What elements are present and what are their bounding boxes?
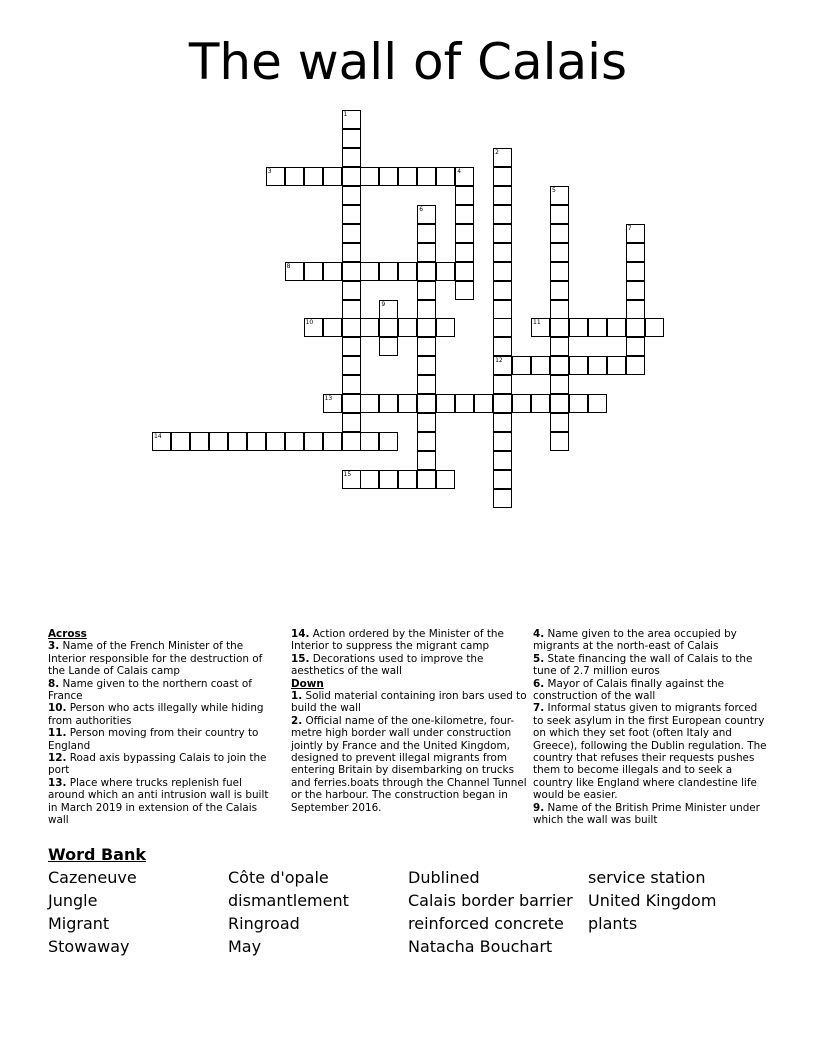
- clue-number: 12: [495, 357, 503, 365]
- clue-down-2: 2. Official name of the one-kilometre, four-metre high border wall under construction jointly by France and the United Kingdom, designed to prevent illegal migrants from entering Britain by disembarking on trucks and ferries.boats through the Channel Tunnel or the harbour. The construction began in September 2016.: [291, 714, 527, 814]
- crossword-cell[interactable]: [493, 489, 512, 508]
- crossword-cell[interactable]: [493, 300, 512, 319]
- crossword-cell[interactable]: [360, 432, 379, 451]
- crossword-cell[interactable]: [342, 262, 361, 281]
- crossword-cell[interactable]: [550, 243, 569, 262]
- crossword-cell[interactable]: [607, 318, 626, 337]
- crossword-cell[interactable]: [379, 432, 398, 451]
- word-bank-word: United Kingdom: [588, 891, 717, 910]
- crossword-cell[interactable]: [417, 470, 436, 489]
- crossword-cell[interactable]: [398, 262, 417, 281]
- clue-across-13: 13. Place where trucks replenish fuel around which an anti intrusion wall is built in March 2019 in extension of the Calais wall: [48, 776, 269, 827]
- crossword-cell[interactable]: [493, 205, 512, 224]
- crossword-cell[interactable]: [417, 300, 436, 319]
- clue-down-9: 9. Name of the British Prime Minister under which the wall was built: [533, 801, 760, 827]
- word-bank-word: Ringroad: [228, 914, 300, 933]
- crossword-cell[interactable]: [379, 318, 398, 337]
- word-bank-word: Dublined: [408, 868, 480, 887]
- crossword-cell[interactable]: [417, 262, 436, 281]
- crossword-cell[interactable]: [228, 432, 247, 451]
- clue-across-15: 15. Decorations used to improve the aesthetics of the wall: [291, 652, 484, 678]
- word-bank-word: dismantlement: [228, 891, 349, 910]
- crossword-cell[interactable]: [455, 167, 474, 186]
- crossword-cell[interactable]: [304, 432, 323, 451]
- clue-number: 9: [381, 300, 386, 308]
- word-bank-word: Stowaway: [48, 937, 130, 956]
- crossword-cell[interactable]: [417, 413, 436, 432]
- crossword-cell[interactable]: [342, 300, 361, 319]
- crossword-cell[interactable]: [379, 167, 398, 186]
- crossword-cell[interactable]: [266, 432, 285, 451]
- crossword-cell[interactable]: [417, 356, 436, 375]
- crossword-cell[interactable]: [645, 318, 664, 337]
- crossword-cell[interactable]: [342, 318, 361, 337]
- crossword-cell[interactable]: [626, 262, 645, 281]
- crossword-cell[interactable]: [455, 205, 474, 224]
- word-bank-word: plants: [588, 914, 638, 933]
- crossword-cell[interactable]: [342, 148, 361, 167]
- crossword-cell[interactable]: [417, 243, 436, 262]
- clue-number: 3: [267, 167, 272, 175]
- crossword-cell[interactable]: [493, 318, 512, 337]
- crossword-cell[interactable]: [417, 375, 436, 394]
- crossword-cell[interactable]: [398, 394, 417, 413]
- crossword-cell[interactable]: [285, 167, 304, 186]
- crossword-cell[interactable]: [455, 394, 474, 413]
- clue-number: 2: [495, 148, 499, 156]
- crossword-cell[interactable]: [550, 205, 569, 224]
- clue-number: 15: [343, 471, 352, 479]
- crossword-cell[interactable]: [379, 394, 398, 413]
- crossword-cell[interactable]: [171, 432, 190, 451]
- crossword-cell[interactable]: [493, 394, 512, 413]
- crossword-cell[interactable]: [379, 470, 398, 489]
- clue-down-5: 5. State financing the wall of Calais to the tune of 2.7 million euros: [533, 652, 753, 678]
- crossword-cell[interactable]: [436, 318, 455, 337]
- crossword-cell[interactable]: [455, 243, 474, 262]
- crossword-cell[interactable]: [323, 262, 342, 281]
- crossword-cell[interactable]: [152, 432, 171, 451]
- crossword-cell[interactable]: [626, 337, 645, 356]
- crossword-cell[interactable]: [342, 243, 361, 262]
- crossword-cell[interactable]: [285, 262, 304, 281]
- crossword-cell[interactable]: [417, 318, 436, 337]
- across-heading: Across: [48, 628, 87, 640]
- crossword-cell[interactable]: [398, 470, 417, 489]
- crossword-cell[interactable]: [342, 129, 361, 148]
- crossword-cell[interactable]: [323, 318, 342, 337]
- crossword-cell[interactable]: [493, 470, 512, 489]
- crossword-cell[interactable]: [588, 318, 607, 337]
- crossword-cell[interactable]: [550, 300, 569, 319]
- crossword-cell[interactable]: [626, 356, 645, 375]
- clue-number: 1: [343, 111, 348, 118]
- crossword-cell[interactable]: [360, 318, 379, 337]
- crossword-cell[interactable]: [493, 281, 512, 300]
- crossword-cell[interactable]: [379, 300, 398, 319]
- crossword-cell[interactable]: [436, 394, 455, 413]
- crossword-cell[interactable]: [626, 224, 645, 243]
- crossword-cell[interactable]: [360, 262, 379, 281]
- clue-across-8: 8. Name given to the northern coast of France: [48, 677, 252, 703]
- crossword-cell[interactable]: [588, 356, 607, 375]
- crossword-cell[interactable]: [379, 337, 398, 356]
- crossword-cell[interactable]: [493, 224, 512, 243]
- clue-across-11: 11. Person moving from their country to England: [48, 727, 259, 752]
- page-title: The wall of Calais: [188, 33, 628, 91]
- crossword-cell[interactable]: [550, 413, 569, 432]
- crossword-cell[interactable]: [285, 432, 304, 451]
- word-bank-word: Côte d'opale: [228, 868, 329, 887]
- crossword-cell[interactable]: [323, 394, 342, 413]
- crossword-cell[interactable]: [398, 167, 417, 186]
- word-bank-word: service station: [588, 868, 706, 887]
- crossword-cell[interactable]: [342, 375, 361, 394]
- crossword-cell[interactable]: [493, 432, 512, 451]
- crossword-cell[interactable]: [455, 224, 474, 243]
- crossword-cell[interactable]: [209, 432, 228, 451]
- crossword-cell[interactable]: [531, 356, 550, 375]
- crossword-cell[interactable]: [512, 394, 531, 413]
- crossword-cell[interactable]: [626, 300, 645, 319]
- word-bank-word: Natacha Bouchart: [408, 937, 553, 956]
- clue-down-1: 1. Solid material containing iron bars used to build the wall: [291, 690, 527, 715]
- crossword-cell[interactable]: [455, 186, 474, 205]
- crossword-cell[interactable]: [190, 432, 209, 451]
- clue-number: 6: [419, 205, 424, 213]
- clue-number: 5: [552, 186, 556, 194]
- crossword-cell[interactable]: [304, 262, 323, 281]
- clue-across-10: 10. Person who acts illegally while hiding from authorities: [48, 702, 264, 727]
- crossword-cell[interactable]: [607, 356, 626, 375]
- clues-column-3: [533, 628, 769, 827]
- crossword-cell[interactable]: [360, 470, 379, 489]
- crossword-cell[interactable]: [493, 451, 512, 470]
- clue-across-14: 14. Action ordered by the Minister of the Interior to suppress the migrant camp: [291, 628, 504, 653]
- clue-number: 13: [324, 395, 333, 403]
- crossword-cell[interactable]: [493, 375, 512, 394]
- word-bank-word: reinforced concrete: [408, 914, 564, 933]
- crossword-cell[interactable]: [342, 110, 361, 129]
- crossword-cell[interactable]: [417, 281, 436, 300]
- crossword-cell[interactable]: [550, 337, 569, 356]
- crossword-cell[interactable]: [493, 337, 512, 356]
- crossword-cell[interactable]: [512, 356, 531, 375]
- clue-down-4: 4. Name given to the area occupied by migrants at the north-east of Calais: [533, 628, 737, 653]
- clue-down-6: 6. Mayor of Calais finally against the construction of the wall: [533, 677, 725, 703]
- word-bank-title: Word Bank: [48, 845, 147, 864]
- word-bank-word: May: [228, 937, 262, 956]
- crossword-cell[interactable]: [323, 432, 342, 451]
- crossword-cell[interactable]: [304, 167, 323, 186]
- word-bank-word: Calais border barrier: [408, 891, 573, 910]
- crossword-cell[interactable]: [626, 281, 645, 300]
- crossword-cell[interactable]: [550, 186, 569, 205]
- crossword-cell[interactable]: [247, 432, 266, 451]
- crossword-cell[interactable]: [455, 262, 474, 281]
- clue-number: 11: [533, 319, 541, 327]
- word-bank-word: Jungle: [48, 891, 98, 910]
- crossword-cell[interactable]: [342, 470, 361, 489]
- crossword-cell[interactable]: [266, 167, 285, 186]
- crossword-cell[interactable]: [626, 318, 645, 337]
- clues-column-2: [291, 628, 527, 814]
- crossword-cell[interactable]: [550, 318, 569, 337]
- crossword-cell[interactable]: [493, 262, 512, 281]
- word-bank-column-4: [588, 866, 716, 935]
- crossword-cell[interactable]: [436, 262, 455, 281]
- crossword-cell[interactable]: [417, 337, 436, 356]
- crossword-cell[interactable]: [493, 167, 512, 186]
- clues-column-1: [48, 628, 278, 827]
- crossword-cell[interactable]: [342, 281, 361, 300]
- crossword-cell[interactable]: [493, 413, 512, 432]
- crossword-cell[interactable]: [342, 205, 361, 224]
- clue-number: 8: [286, 262, 291, 270]
- crossword-cell[interactable]: [398, 318, 417, 337]
- crossword-cell[interactable]: [493, 356, 512, 375]
- crossword-cell[interactable]: [342, 167, 361, 186]
- word-bank-column-1: [48, 866, 137, 958]
- crossword-cell[interactable]: [493, 148, 512, 167]
- crossword-cell[interactable]: [588, 394, 607, 413]
- crossword-cell[interactable]: [417, 394, 436, 413]
- crossword-cell[interactable]: [417, 432, 436, 451]
- crossword-cell[interactable]: [360, 167, 379, 186]
- word-bank-word: Cazeneuve: [48, 868, 137, 887]
- crossword-cell[interactable]: [455, 281, 474, 300]
- crossword-cell[interactable]: [436, 470, 455, 489]
- crossword-cell[interactable]: [342, 432, 361, 451]
- crossword-cell[interactable]: [550, 281, 569, 300]
- crossword-cell[interactable]: [342, 413, 361, 432]
- crossword-cell[interactable]: [342, 356, 361, 375]
- crossword-cell[interactable]: [569, 356, 588, 375]
- clue-number: 14: [154, 433, 162, 441]
- clue-number: 7: [627, 224, 632, 232]
- crossword-cell[interactable]: [342, 394, 361, 413]
- word-bank-column-3: [408, 866, 573, 958]
- crossword-cell[interactable]: [342, 224, 361, 243]
- crossword-cell[interactable]: [493, 243, 512, 262]
- crossword-cell[interactable]: [474, 394, 493, 413]
- crossword-cell[interactable]: [569, 318, 588, 337]
- crossword-cell[interactable]: [417, 451, 436, 470]
- clue-number: 10: [305, 319, 314, 327]
- crossword-cell[interactable]: [436, 167, 455, 186]
- clue-across-12: 12. Road axis bypassing Calais to join the port: [48, 752, 267, 777]
- crossword-cell[interactable]: [531, 394, 550, 413]
- crossword-cell[interactable]: [304, 318, 323, 337]
- crossword-cell[interactable]: [550, 432, 569, 451]
- crossword-cell[interactable]: [550, 356, 569, 375]
- crossword-cell[interactable]: [323, 167, 342, 186]
- word-bank-word: Migrant: [48, 914, 110, 933]
- down-heading: Down: [291, 677, 324, 690]
- crossword-cell[interactable]: [550, 394, 569, 413]
- crossword-cell[interactable]: [493, 186, 512, 205]
- crossword-cell[interactable]: [550, 262, 569, 281]
- crossword-cell[interactable]: [531, 318, 550, 337]
- crossword-cell[interactable]: [417, 167, 436, 186]
- crossword-cell[interactable]: [550, 224, 569, 243]
- clue-across-3: 3. Name of the French Minister of the Interior responsible for the destruction of the Lande of Calais camp: [48, 640, 263, 678]
- crossword-cell[interactable]: [550, 375, 569, 394]
- crossword-cell[interactable]: [342, 337, 361, 356]
- crossword-cell[interactable]: [379, 262, 398, 281]
- clue-down-7: 7. Informal status given to migrants forced to seek asylum in the first European country on which they set foot (often Italy and Greece), following the Dublin regulation. The country that refuses their requests pushes them to become illegals and to seek a country like England where clandestine life would be easier.: [533, 702, 767, 802]
- crossword-cell[interactable]: [360, 394, 379, 413]
- crossword-cell[interactable]: [417, 205, 436, 224]
- crossword-cell[interactable]: [342, 186, 361, 205]
- clue-number: 4: [457, 167, 462, 175]
- word-bank-column-2: [228, 866, 349, 958]
- crossword-cell[interactable]: [626, 243, 645, 262]
- crossword-cell[interactable]: [569, 394, 588, 413]
- crossword-cell[interactable]: [417, 224, 436, 243]
